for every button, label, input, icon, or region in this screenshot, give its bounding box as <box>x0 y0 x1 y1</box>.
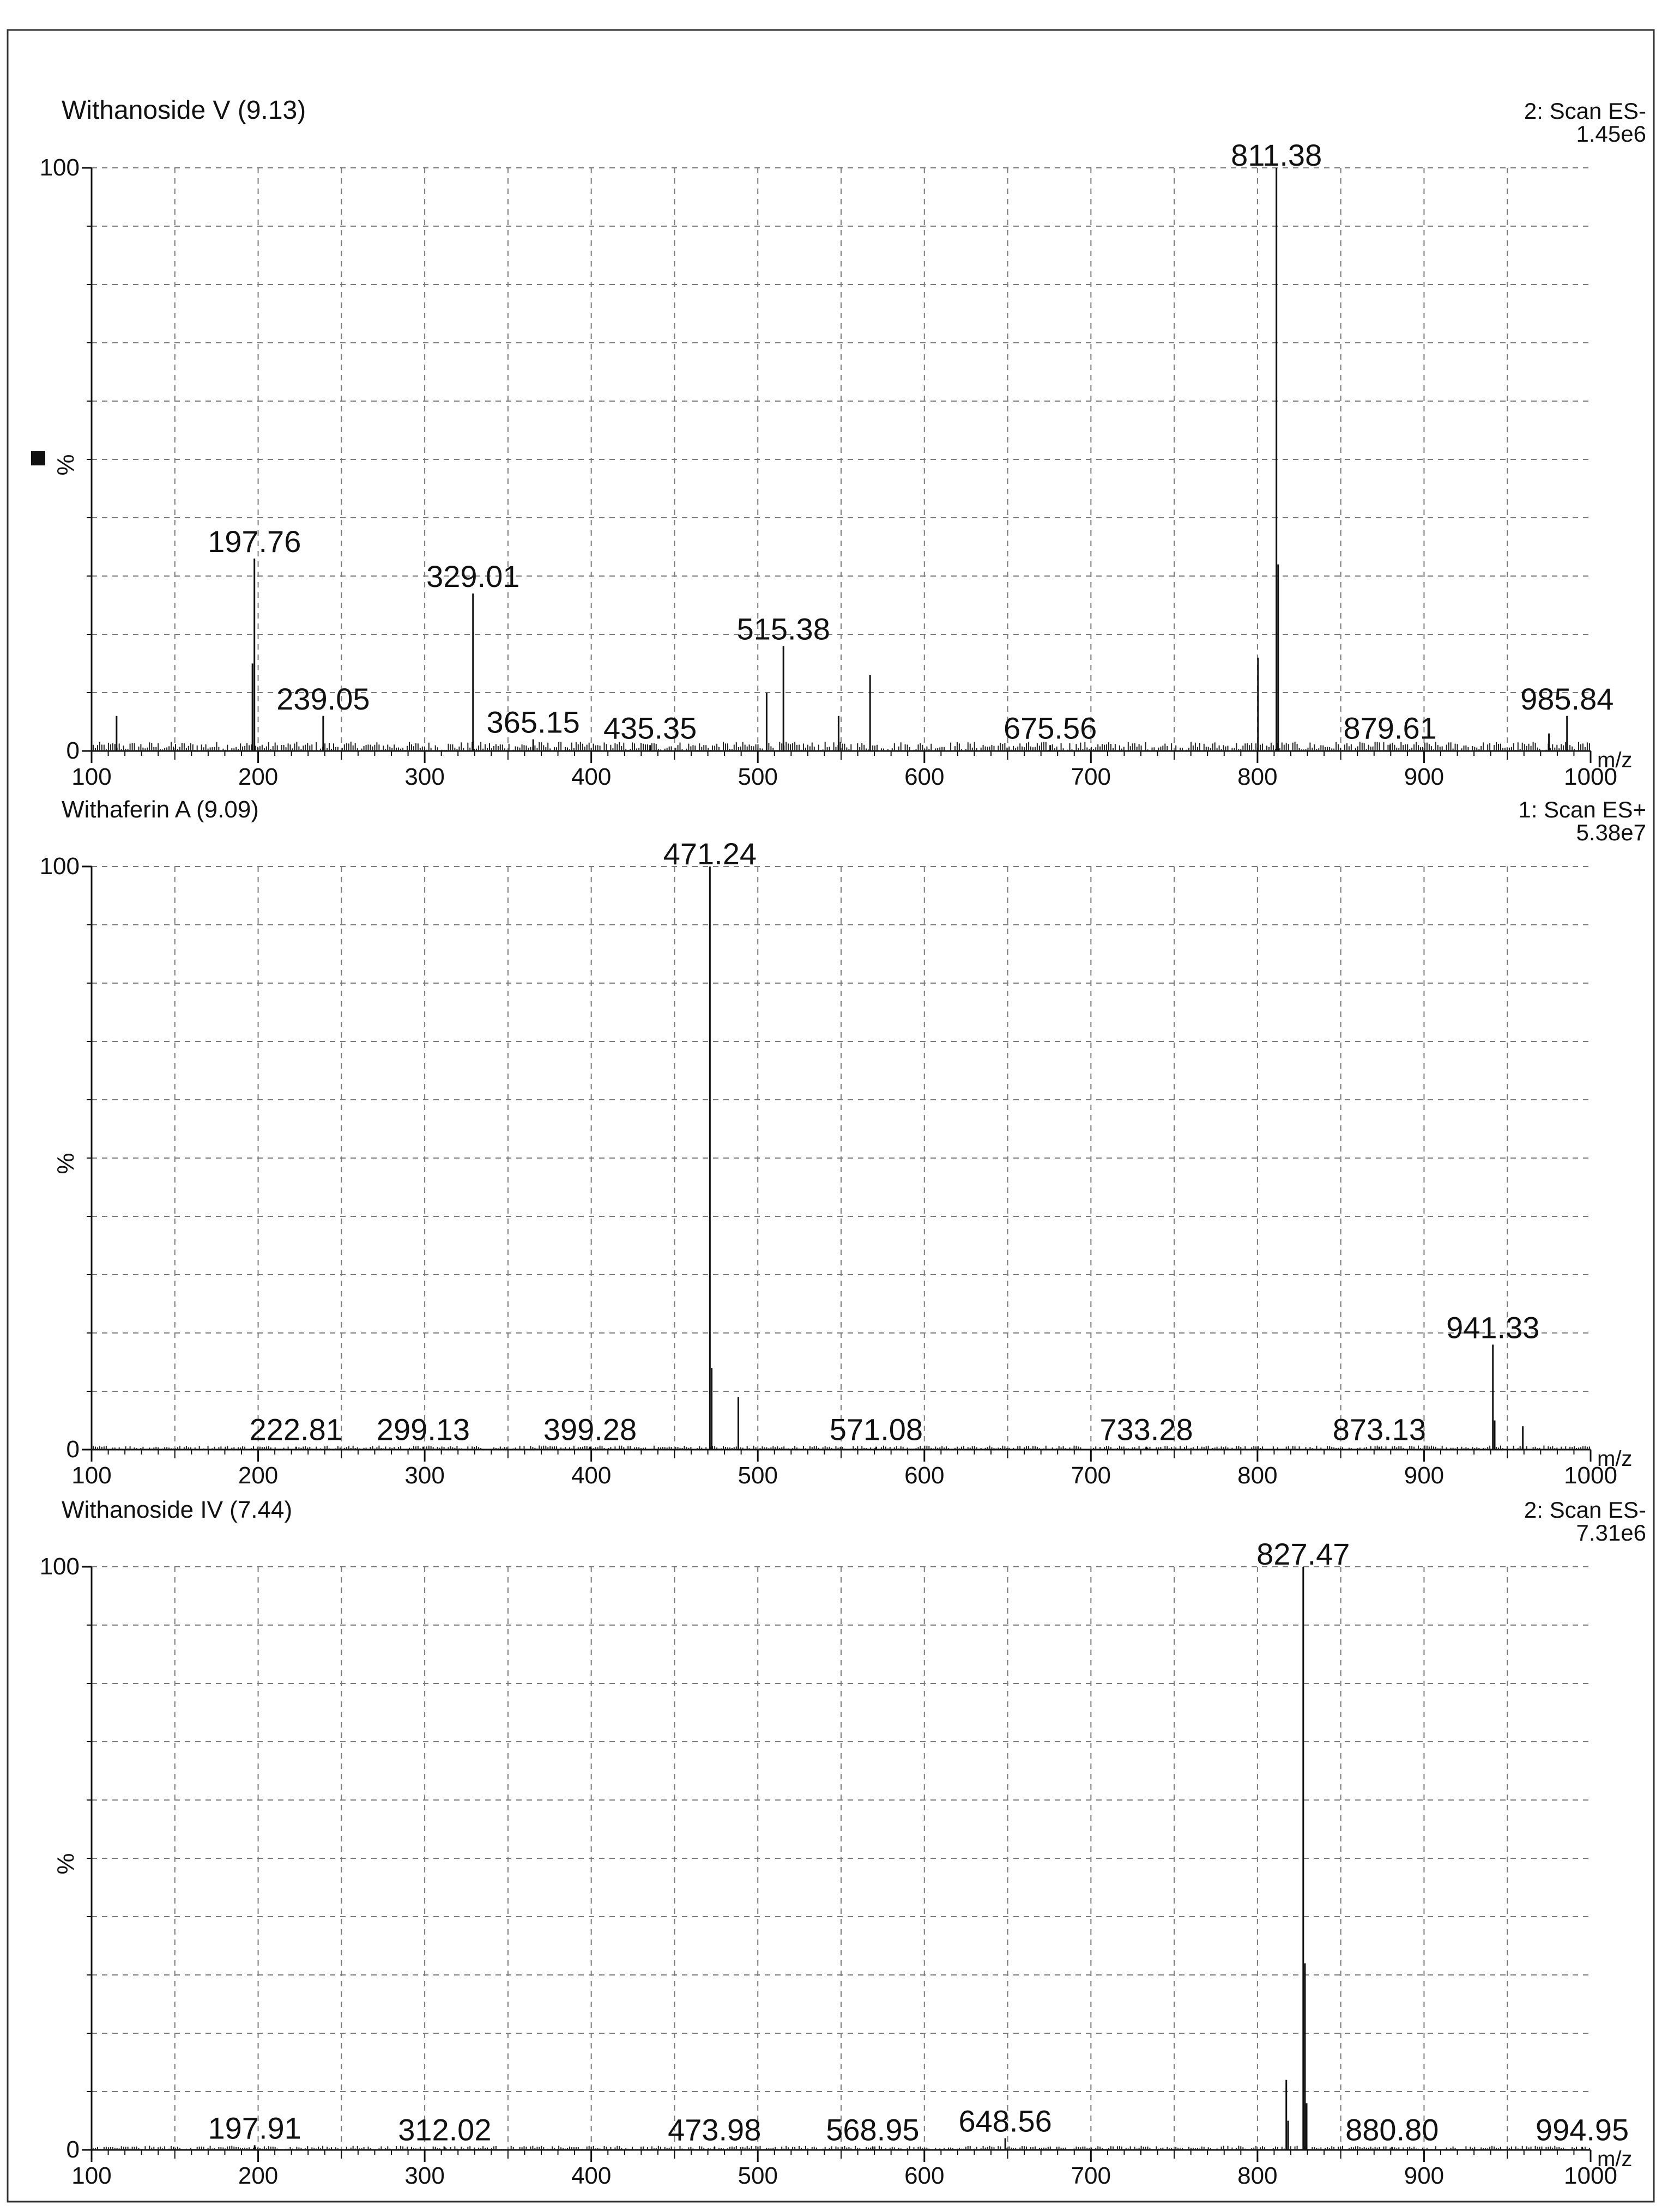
x-tick-label: 300 <box>404 2162 445 2189</box>
x-tick-label: 400 <box>571 763 612 790</box>
spectrum-title: Withanoside V (9.13) <box>62 96 306 125</box>
x-tick-label: 800 <box>1237 2162 1278 2189</box>
x-tick-label: 300 <box>404 1462 445 1489</box>
x-tick-label: 1000 <box>1564 2162 1617 2189</box>
peak-label: 811.38 <box>1231 138 1322 172</box>
x-tick-label: 200 <box>238 763 279 790</box>
x-tick-label: 500 <box>738 763 778 790</box>
x-tick-label: 300 <box>404 763 445 790</box>
peak-label: 239.05 <box>276 681 370 716</box>
y-axis-label: % <box>52 1853 79 1875</box>
x-tick-label: 700 <box>1071 2162 1111 2189</box>
x-tick-label: 100 <box>71 763 112 790</box>
x-tick-label: 800 <box>1237 763 1278 790</box>
peak-label: 312.02 <box>398 2112 492 2147</box>
peak-label: 827.47 <box>1256 1537 1350 1571</box>
peak-label: 568.95 <box>826 2112 920 2147</box>
panel-marker-square <box>31 451 45 465</box>
y-tick-label: 100 <box>39 853 80 880</box>
peak-label: 222.81 <box>249 1412 343 1447</box>
spectrum-title: Withaferin A (9.09) <box>62 796 259 823</box>
x-tick-label: 900 <box>1404 763 1445 790</box>
x-tick-label: 200 <box>238 2162 279 2189</box>
x-tick-label: 200 <box>238 1462 279 1489</box>
scan-mode-label: 2: Scan ES- <box>1524 1497 1646 1523</box>
grid-lines <box>92 866 1591 1450</box>
x-tick-label: 400 <box>571 1462 612 1489</box>
scan-mode-label: 1: Scan ES+ <box>1518 797 1646 822</box>
x-tick-label: 500 <box>738 2162 778 2189</box>
peak-label: 473.98 <box>668 2112 762 2147</box>
y-tick-label: 0 <box>66 737 80 764</box>
x-tick-label: 600 <box>904 763 945 790</box>
peak-label: 879.61 <box>1343 711 1437 746</box>
grid-lines <box>92 1567 1591 2150</box>
x-tick-label: 1000 <box>1564 763 1617 790</box>
x-axis-label: m/z <box>1597 1447 1633 1471</box>
spectra-panels <box>40 96 1646 2189</box>
intensity-label: 1.45e6 <box>1576 121 1646 147</box>
x-tick-label: 900 <box>1404 2162 1445 2189</box>
peak-label: 329.01 <box>426 559 520 594</box>
x-axis-label: m/z <box>1597 748 1633 772</box>
peak-label: 733.28 <box>1099 1412 1193 1447</box>
y-tick-label: 0 <box>66 2136 80 2163</box>
x-tick-label: 400 <box>571 2162 612 2189</box>
figure-border <box>8 30 1654 2202</box>
x-tick-label: 900 <box>1404 1462 1445 1489</box>
intensity-label: 5.38e7 <box>1576 820 1646 845</box>
y-axis-label: % <box>52 454 79 476</box>
peak-label: 648.56 <box>958 2104 1052 2138</box>
spectrum-panel-2 <box>40 796 1646 1489</box>
peak-label: 985.84 <box>1520 681 1614 716</box>
x-tick-label: 500 <box>738 1462 778 1489</box>
peak-label: 675.56 <box>1004 711 1097 746</box>
y-tick-label: 100 <box>39 154 80 181</box>
peak-label: 471.24 <box>663 837 757 871</box>
peak-label: 365.15 <box>486 705 580 740</box>
x-tick-label: 100 <box>71 1462 112 1489</box>
peak-label: 197.91 <box>208 2111 301 2146</box>
y-tick-label: 100 <box>39 1553 80 1580</box>
x-tick-label: 800 <box>1237 1462 1278 1489</box>
peak-label: 197.76 <box>208 524 301 559</box>
spectrum-panel-3 <box>40 1496 1646 2189</box>
peak-label: 994.95 <box>1535 2112 1629 2147</box>
peak-label: 299.13 <box>376 1412 470 1447</box>
scan-mode-label: 2: Scan ES- <box>1524 98 1646 124</box>
y-tick-label: 0 <box>66 1436 80 1463</box>
x-tick-label: 1000 <box>1564 1462 1617 1489</box>
x-tick-label: 600 <box>904 2162 945 2189</box>
x-axis-label: m/z <box>1597 2147 1633 2171</box>
x-tick-label: 700 <box>1071 763 1111 790</box>
peaks <box>255 1567 1582 2150</box>
y-axis-label: % <box>52 1153 79 1174</box>
x-tick-label: 700 <box>1071 1462 1111 1489</box>
peak-label: 880.80 <box>1345 2112 1439 2147</box>
peak-label: 873.13 <box>1332 1412 1426 1447</box>
x-tick-label: 100 <box>71 2162 112 2189</box>
peak-label: 941.33 <box>1446 1310 1540 1345</box>
intensity-label: 7.31e6 <box>1576 1520 1646 1546</box>
peak-label: 435.35 <box>603 711 697 746</box>
peak-label: 399.28 <box>543 1412 637 1447</box>
spectrum-title: Withanoside IV (7.44) <box>62 1496 293 1523</box>
x-tick-label: 600 <box>904 1462 945 1489</box>
peak-label: 515.38 <box>736 611 830 646</box>
peak-label: 571.08 <box>829 1412 923 1447</box>
spectrum-panel-1 <box>40 96 1646 790</box>
grid-lines <box>92 168 1591 751</box>
